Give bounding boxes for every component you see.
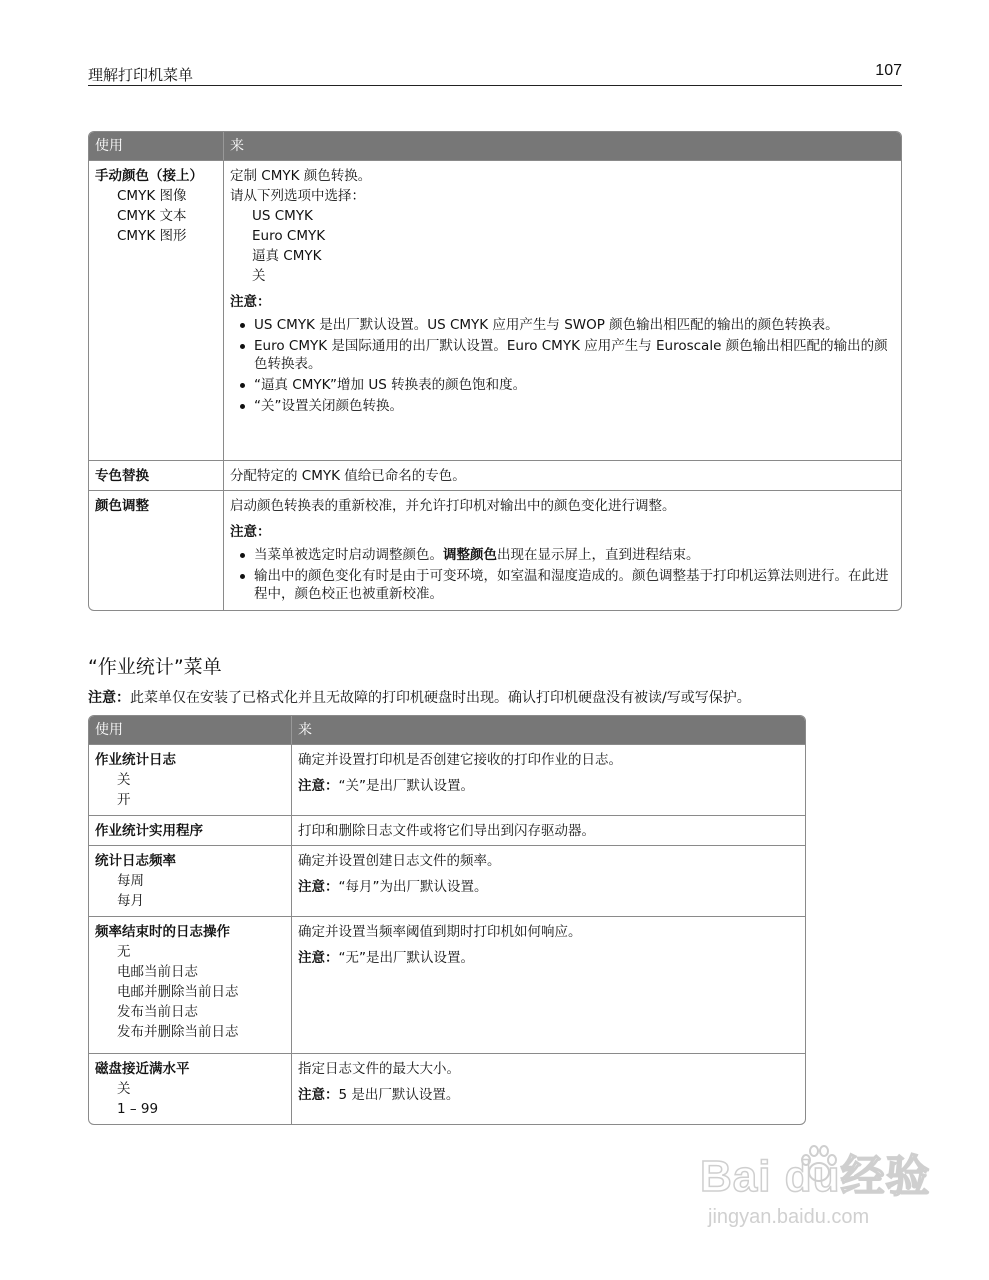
menu-sub-item: CMYK 图形 (117, 228, 187, 244)
note-label: 注意： (298, 879, 339, 895)
page-header (88, 62, 902, 86)
bullet-text: 当菜单被选定时启动调整颜色。 (254, 547, 443, 563)
menu-item-title: 频率结束时的日志操作 (95, 924, 230, 940)
note-text: 5 是出厂默认设置。 (338, 1087, 460, 1103)
note-bullet (230, 546, 895, 564)
menu-sub-item: 无 (117, 944, 131, 960)
menu-item-title: 作业统计实用程序 (95, 823, 203, 839)
menu-item-title: 手动颜色（接上） (95, 168, 203, 184)
menu-sub-item: 每月 (117, 893, 144, 909)
menu-sub-item: 关 (117, 1081, 131, 1097)
item-description: 指定日志文件的最大大小。 (298, 1061, 460, 1077)
table-row (89, 1053, 805, 1124)
menu-sub-item: 开 (117, 792, 131, 808)
option-item: Euro CMYK (252, 228, 326, 244)
menu-sub-item: 电邮当前日志 (117, 964, 198, 980)
column-header-use: 使用 (89, 716, 291, 744)
item-description: 定制 CMYK 颜色转换。 (230, 168, 372, 184)
note-label: 注意： (298, 778, 339, 794)
column-header-purpose: 来 (223, 132, 901, 160)
menu-sub-item: 每周 (117, 873, 144, 889)
menu-sub-item: 发布并删除当前日志 (117, 1024, 239, 1040)
watermark-brand-text: Bai du (700, 1152, 841, 1201)
note-bullet: “逼真 CMYK”增加 US 转换表的颜色饱和度。 (230, 376, 895, 394)
menu-sub-item: CMYK 文本 (117, 208, 187, 224)
option-item: 关 (252, 268, 266, 284)
item-description: 打印和删除日志文件或将它们导出到闪存驱动器。 (298, 823, 595, 839)
table-row-spot-color (89, 460, 901, 490)
page-number: 107 (875, 62, 902, 79)
paw-icon (796, 1142, 842, 1188)
watermark-url: jingyan.baidu.com (708, 1206, 870, 1228)
table-row-color-adjust (89, 490, 901, 610)
note-bullet: Euro CMYK 是国际通用的出厂默认设置。Euro CMYK 应用产生与 Euroscale 颜色输出相匹配的输出的颜色转换表。 (230, 337, 895, 373)
table-row (89, 744, 805, 815)
item-description: 启动颜色转换表的重新校准，并允许打印机对输出中的颜色变化进行调整。 (230, 498, 676, 514)
note-line (298, 877, 799, 897)
note-label: 注意： (298, 950, 339, 966)
column-header-use: 使用 (89, 132, 223, 160)
note-text: “无”是出厂默认设置。 (338, 950, 474, 966)
item-description: 确定并设置当频率阈值到期时打印机如何响应。 (298, 924, 582, 940)
menu-item-title: 专色替换 (95, 468, 149, 484)
job-accounting-table (88, 715, 806, 1125)
section-note-label: 注意： (88, 690, 130, 706)
note-text: “每月”为出厂默认设置。 (338, 879, 488, 895)
note-text: “关”是出厂默认设置。 (338, 778, 474, 794)
baidu-watermark (700, 1140, 940, 1250)
menu-item-title: 磁盘接近满水平 (95, 1061, 190, 1077)
note-line (298, 1085, 799, 1105)
note-list (230, 316, 895, 415)
section-note (88, 687, 908, 707)
note-label: 注意： (298, 1087, 339, 1103)
watermark-brand-cn: 经验 (840, 1152, 931, 1201)
color-menu-table (88, 131, 902, 611)
header-title: 理解打印机菜单 (88, 66, 194, 84)
option-item: 逼真 CMYK (252, 248, 322, 264)
note-line (298, 776, 799, 796)
table-header-row (89, 716, 805, 744)
note-bullet: 输出中的颜色变化有时是由于可变环境，如室温和湿度造成的。颜色调整基于打印机运算法则进行。在此进程中，颜色校正也被重新校准。 (230, 567, 895, 603)
bullet-text: 出现在显示屏上，直到进程结束。 (497, 547, 700, 563)
menu-sub-item: 发布当前日志 (117, 1004, 198, 1020)
section-heading: “作业统计”菜单 (88, 656, 222, 678)
menu-sub-item: 电邮并删除当前日志 (117, 984, 239, 1000)
menu-item-title: 统计日志频率 (95, 853, 176, 869)
note-label: 注意： (230, 524, 271, 540)
option-item: US CMYK (252, 208, 313, 224)
menu-item-title: 作业统计日志 (95, 752, 176, 768)
note-bullet: US CMYK 是出厂默认设置。US CMYK 应用产生与 SWOP 颜色输出相匹配的输出的颜色转换表。 (230, 316, 895, 334)
choose-text: 请从下列选项中选择： (230, 188, 365, 204)
note-line (298, 948, 799, 968)
menu-sub-item: CMYK 图像 (117, 188, 187, 204)
menu-sub-item: 关 (117, 772, 131, 788)
table-row (89, 815, 805, 845)
table-row (89, 916, 805, 1053)
section-note-text: 此菜单仅在安装了已格式化并且无故障的打印机硬盘时出现。确认打印机硬盘没有被读/写或写保护。 (130, 690, 751, 706)
note-bullet: “关”设置关闭颜色转换。 (230, 397, 895, 415)
item-description: 分配特定的 CMYK 值给已命名的专色。 (230, 468, 466, 484)
note-list (230, 546, 895, 603)
menu-item-title: 颜色调整 (95, 498, 149, 514)
table-row-manual-color (89, 160, 901, 460)
item-description: 确定并设置打印机是否创建它接收的打印作业的日志。 (298, 752, 622, 768)
table-row (89, 845, 805, 916)
column-header-purpose: 来 (291, 716, 805, 744)
item-description: 确定并设置创建日志文件的频率。 (298, 853, 501, 869)
bullet-bold-text: 调整颜色 (443, 547, 497, 563)
note-label: 注意： (230, 294, 271, 310)
table-header-row (89, 132, 901, 160)
menu-sub-item: 1 – 99 (117, 1101, 159, 1117)
